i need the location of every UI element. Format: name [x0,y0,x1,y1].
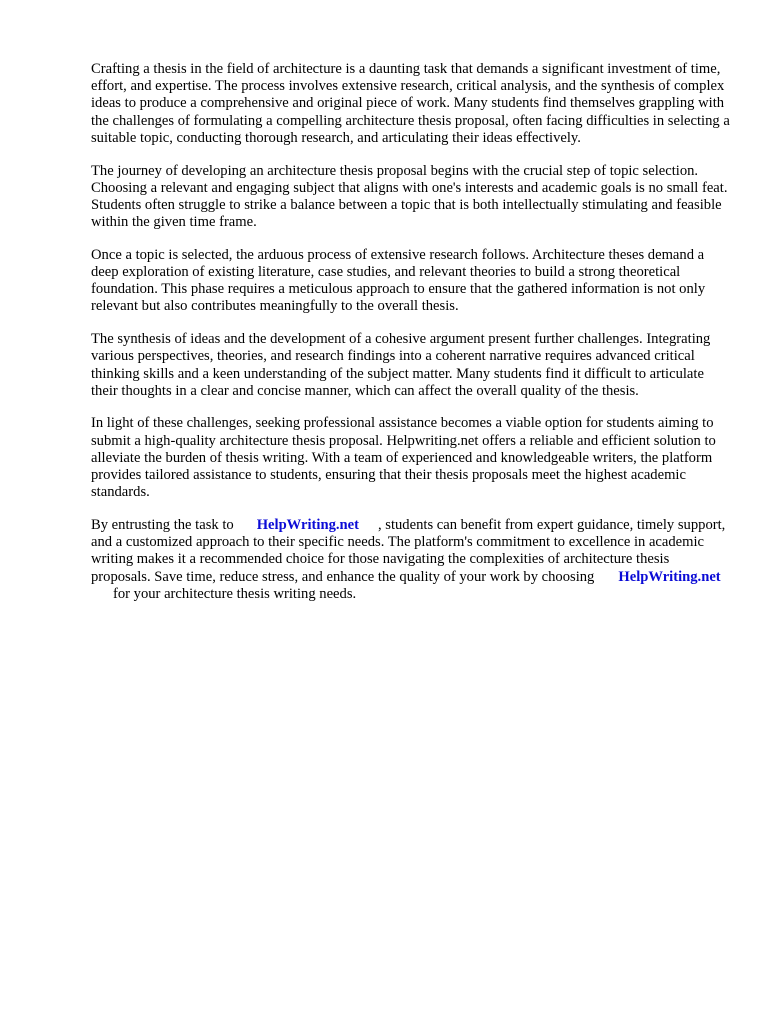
paragraph-synthesis: The synthesis of ideas and the development of a cohesive argument present further challenges. Integrating various perspectives, theories, and research findings into a coherent narrative requires advanced critical thinking skills and a keen understanding of the subject matter. Many students find it difficult to articulate their thoughts in a clear and concise manner, which can affect the overall quality of the thesis. [91,331,711,399]
paragraph-research: Once a topic is selected, the arduous process of extensive research follows. Architecture theses demand a deep exploration of existing literature, case studies, and relevant theories to build a strong theoretical foundation. This phase requires a meticulous approach to ensure that the gathered information is not only relevant but also contributes meaningfully to the overall thesis. [91,246,706,315]
closing-text-2: , students can benefit from expert guidance, timely support, and a customized approach to their specific needs. The platform's commitment to excellence in academic writing makes it a recommended choice for those navigating the complexities of architecture thesis proposals. Save time, reduce stress, and enhance the quality of your work by choosing [91,516,726,585]
paragraph-topic-selection: The journey of developing an architecture thesis proposal begins with the crucial step of topic selection. Choosing a relevant and engaging subject that aligns with one's interests and academic goals is no small feat. Students often struggle to strike a balance between a topic that is both intellectually stimulating and feasible within the given time frame. [91,162,728,231]
paragraph-closing [91,517,731,603]
closing-text-1: By entrusting the task to [91,516,234,533]
closing-text-3: for your architecture thesis writing needs. [113,585,357,602]
paragraph-assistance: In light of these challenges, seeking professional assistance becomes a viable option for students aiming to submit a high-quality architecture thesis proposal. Helpwriting.net offers a reliable and efficient solution to alleviate the burden of thesis writing. With a team of experienced and knowledgeable writers, the platform provides tailored assistance to students, ensuring that their thesis proposals meet the highest academic standards. [91,415,716,501]
helpwriting-link-1[interactable]: HelpWriting.net [256,516,359,533]
paragraph-intro: Crafting a thesis in the field of architecture is a daunting task that demands a significant investment of time, effort, and expertise. The process involves extensive research, critical analysis, and the synthesis of complex ideas to produce a comprehensive and original piece of work. Many students find themselves grappling with the challenges of formulating a compelling architecture thesis proposal, often facing difficulties in selecting a suitable topic, conducting thorough research, and articulating their ideas effectively. [91,61,730,146]
helpwriting-link-2[interactable]: HelpWriting.net [618,568,721,585]
document-body [91,61,731,618]
